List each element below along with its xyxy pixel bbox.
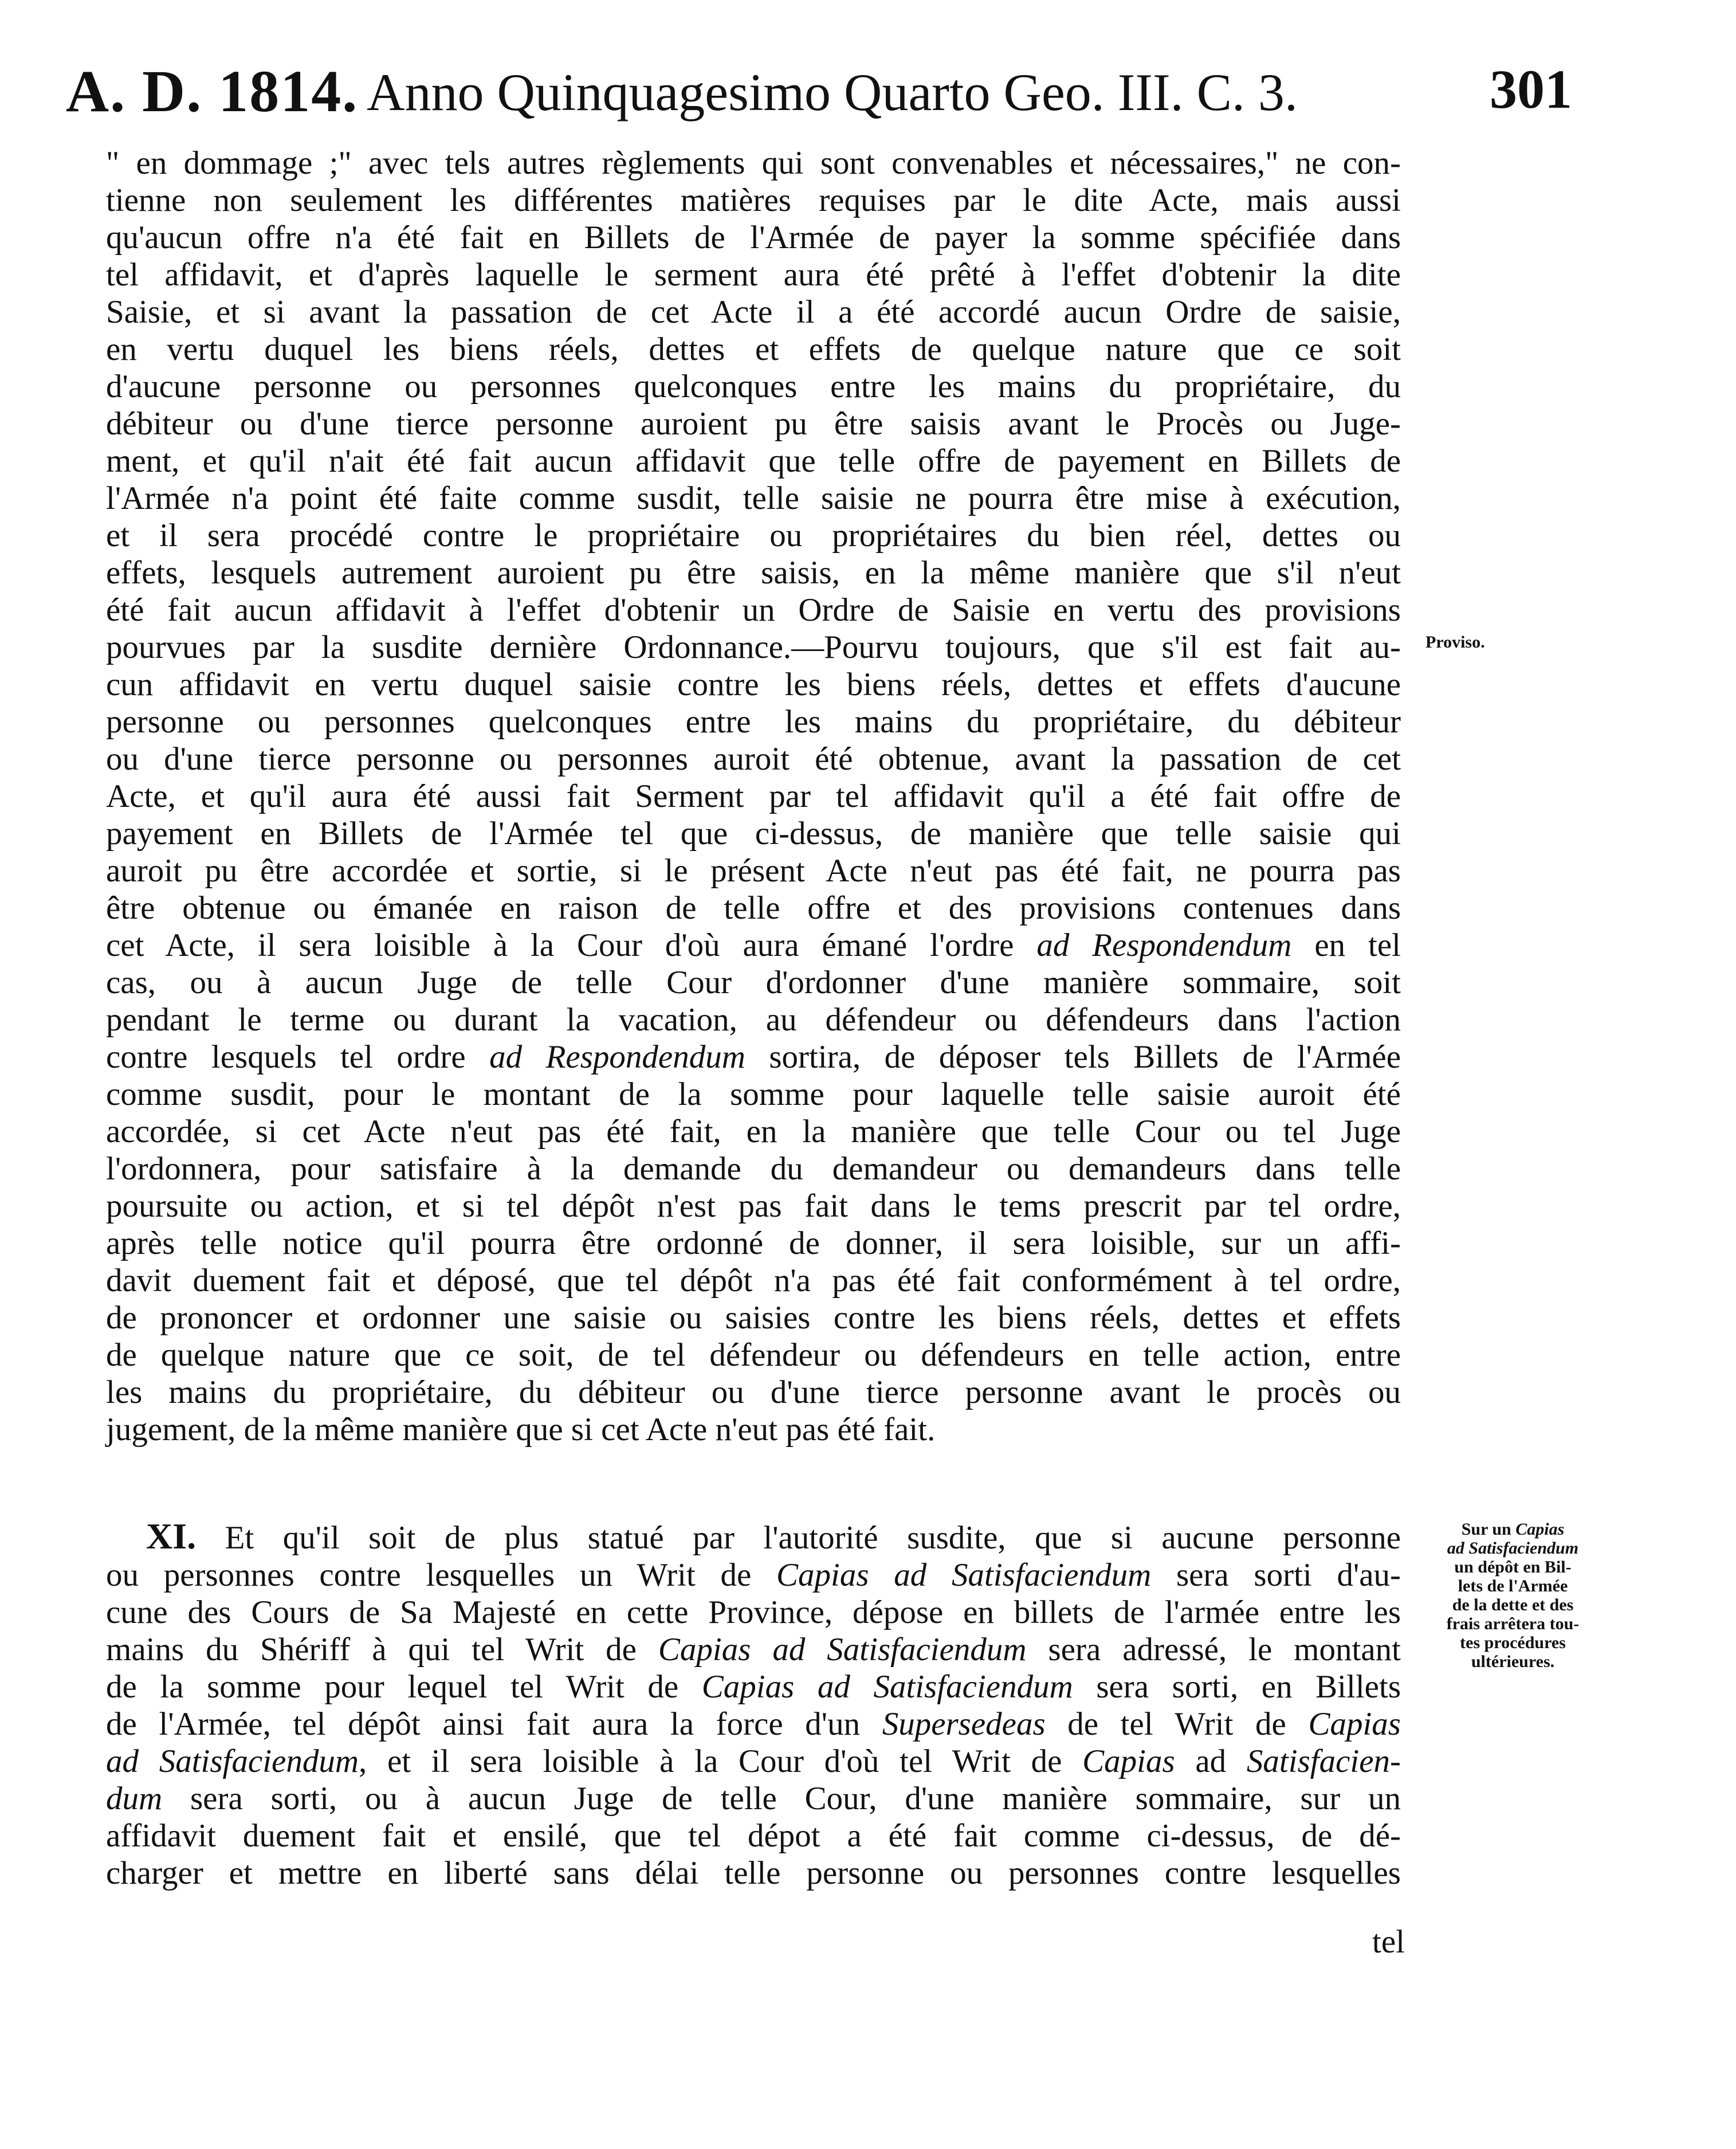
text-line: ou d'une tierce personne ou personnes auroit été obtenue, avant la passation de cet [106,741,1401,777]
text-line: mains du Shériff à qui tel Writ de Capias ad Satisfaciendum sera adressé, le montant [106,1632,1401,1668]
text-line: de la somme pour lequel tel Writ de Capias ad Satisfaciendum sera sorti, en Billets [106,1669,1401,1705]
text-line: affidavit duement fait et ensilé, que tel dépot a été fait comme ci-dessus, de dé- [106,1818,1401,1854]
margin-note-line: frais arrêtera tou- [1446,1614,1580,1633]
text-line: Acte, et qu'il aura été aussi fait Serment par tel affidavit qu'il a été fait offre de [106,778,1401,814]
text-line: davit duement fait et déposé, que tel dépôt n'a pas été fait conformément à tel ordre, [106,1262,1401,1299]
text-line: personne ou personnes quelconques entre les mains du propriétaire, du débiteur [106,704,1401,740]
text-line: auroit pu être accordée et sortie, si le présent Acte n'eut pas été fait, ne pourra pas [106,853,1401,889]
text-line: de prononcer et ordonner une saisie ou saisies contre les biens réels, dettes et effets [106,1300,1401,1336]
text-line: cet Acte, il sera loisible à la Cour d'où aura émané l'ordre ad Respondendum en tel [106,927,1401,963]
margin-note-line: Sur un Capias [1461,1520,1565,1539]
text-line: qu'aucun offre n'a été fait en Billets de l'Armée de payer la somme spécifiée dans [106,219,1401,256]
text-line: tienne non seulement les différentes matières requises par le dite Acte, mais aussi [106,182,1401,218]
text-line: pourvues par la susdite dernière Ordonnance.—Pourvu toujours, que s'il est fait au- [106,629,1401,665]
section-xi [106,1517,1401,1892]
text-line: et il sera procédé contre le propriétaire ou propriétaires du bien réel, dettes ou [106,517,1401,554]
text-line: l'ordonnera, pour satisfaire à la demande du demandeur ou demandeurs dans telle [106,1151,1401,1187]
running-header [0,0,1736,132]
margin-note-capias [1425,1520,1600,1671]
text-line: dum sera sorti, ou à aucun Juge de telle Cour, d'une manière sommaire, sur un [106,1781,1401,1817]
text-line: en vertu duquel les biens réels, dettes et effets de quelque nature que ce soit [106,331,1401,367]
text-line: de l'Armée, tel dépôt ainsi fait aura la force d'un Supersedeas de tel Writ de Capias [106,1706,1401,1742]
margin-note-line: lets de l'Armée [1458,1577,1568,1595]
text-line: de quelque nature que ce soit, de tel défendeur ou défendeurs en telle action, entre [106,1337,1401,1373]
text-line: Saisie, et si avant la passation de cet Acte il a été accordé aucun Ordre de saisie, [106,294,1401,330]
text-line: payement en Billets de l'Armée tel que ci-dessus, de manière que telle saisie qui [106,815,1401,852]
text-line: tel affidavit, et d'après laquelle le serment aura été prêté à l'effet d'obtenir la dite [106,257,1401,293]
text-line: pendant le terme ou durant la vacation, au défendeur ou défendeurs dans l'action [106,1002,1401,1038]
text-line: cune des Cours de Sa Majesté en cette Province, dépose en billets de l'armée entre les [106,1594,1401,1630]
text-line: effets, lesquels autrement auroient pu être saisis, en la même manière que s'il n'eut [106,555,1401,591]
margin-note-line: ultérieures. [1471,1652,1555,1671]
text-line: cas, ou à aucun Juge de telle Cour d'ordonner d'une manière sommaire, soit [106,964,1401,1001]
text-line: contre lesquels tel ordre ad Respondendum sortira, de déposer tels Billets de l'Armée [106,1039,1401,1075]
header-title: Anno Quinquagesimo Quarto Geo. III. C. 3. [367,63,1298,121]
header-year: A. D. 1814. [66,58,359,124]
page-number: 301 [1490,58,1572,120]
text-line: charger et mettre en liberté sans délai telle personne ou personnes contre lesquelles [106,1855,1401,1891]
margin-note-line: un dépôt en Bil- [1454,1558,1572,1577]
paragraph-continued [106,144,1401,1448]
catchword: tel [1372,1924,1405,1960]
text-line: cun affidavit en vertu duquel saisie contre les biens réels, dettes et effets d'aucune [106,666,1401,703]
margin-note-line: tes procédures [1460,1633,1566,1652]
text-line: Et qu'il soit de plus statué par l'autorité susdite, que si aucune personne [225,1520,1401,1556]
text-line: être obtenue ou émanée en raison de telle offre et des provisions contenues dans [106,890,1401,926]
text-line: ou personnes contre lesquelles un Writ de Capias ad Satisfaciendum sera sorti d'au- [106,1557,1401,1593]
section-number: XI. [146,1516,197,1556]
text-line: ad Satisfaciendum, et il sera loisible à la Cour d'où tel Writ de Capias ad Satisfacien- [106,1743,1401,1779]
text-line: ment, et qu'il n'ait été fait aucun affidavit que telle offre de payement en Billets de [106,443,1401,479]
margin-note-proviso: Proviso. [1425,633,1485,652]
margin-note-line: ad Satisfaciendum [1447,1539,1579,1558]
margin-note-line: de la dette et des [1452,1595,1574,1614]
section-first-line [106,1517,1401,1556]
text-line: l'Armée n'a point été faite comme susdit, telle saisie ne pourra être mise à exécution, [106,480,1401,516]
text-line: après telle notice qu'il pourra être ordonné de donner, il sera loisible, sur un affi- [106,1225,1401,1261]
text-line: été fait aucun affidavit à l'effet d'obtenir un Ordre de Saisie en vertu des provisions [106,592,1401,628]
text-line: les mains du propriétaire, du débiteur ou d'une tierce personne avant le procès ou [106,1374,1401,1410]
text-line: poursuite ou action, et si tel dépôt n'est pas fait dans le tems prescrit par tel ordre, [106,1188,1401,1224]
text-line: accordée, si cet Acte n'eut pas été fait, en la manière que telle Cour ou tel Juge [106,1113,1401,1150]
text-line: " en dommage ;" avec tels autres règlements qui sont convenables et nécessaires," ne con- [106,145,1401,181]
text-line: d'aucune personne ou personnes quelconques entre les mains du propriétaire, du [106,368,1401,405]
text-line: débiteur ou d'une tierce personne auroient pu être saisis avant le Procès ou Juge- [106,406,1401,442]
text-line: jugement, de la même manière que si cet Acte n'eut pas été fait. [106,1411,936,1448]
text-line: comme susdit, pour le montant de la somme pour laquelle telle saisie auroit été [106,1076,1401,1112]
